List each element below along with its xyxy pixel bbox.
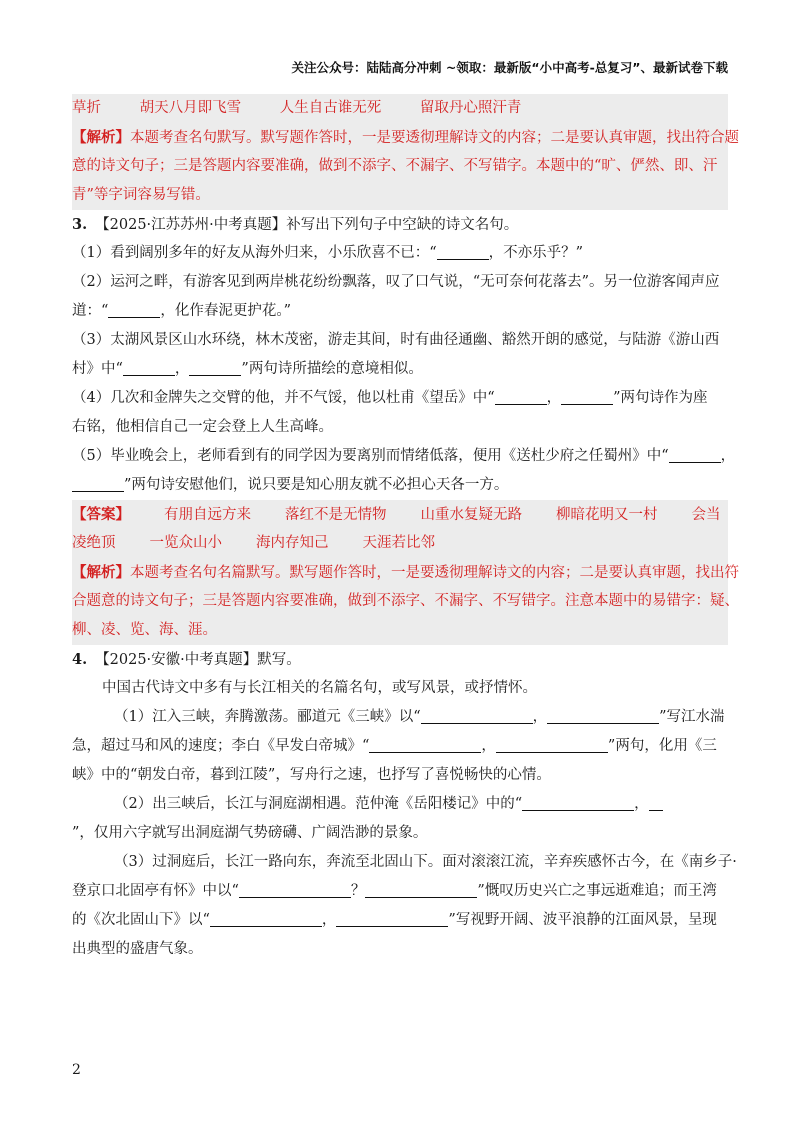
answer-item: 柳暗花明又一村 bbox=[556, 507, 658, 523]
answer-tag: 【答案】 bbox=[72, 506, 130, 523]
question-stem: 补写出下列句子中空缺的诗文名句。 bbox=[286, 217, 519, 233]
answer-blank[interactable] bbox=[336, 908, 448, 927]
q3-item-5-cont bbox=[72, 471, 728, 500]
q4-part-1 bbox=[72, 703, 728, 732]
q3-text: （1）看到阔别多年的好友从海外归来，小乐欣喜不已：“ bbox=[72, 245, 437, 261]
q3-text: ，不亦乐乎？” bbox=[488, 245, 584, 261]
question-source: 【2025·江苏苏州·中考真题】 bbox=[95, 217, 287, 233]
q3-text: ， bbox=[174, 361, 190, 377]
q3-text: ”两句诗作为座 bbox=[613, 390, 708, 406]
answer-blank[interactable] bbox=[522, 792, 634, 811]
q4-text: ”慨叹历史兴亡之事远逝难追；而王湾 bbox=[477, 883, 717, 899]
answer-blank[interactable] bbox=[108, 299, 160, 318]
page-number: 2 bbox=[72, 1062, 81, 1078]
answer-blank[interactable] bbox=[123, 357, 175, 376]
answer-item: 会当 bbox=[691, 507, 721, 523]
answer-blank[interactable] bbox=[669, 444, 721, 463]
q4-part-3: （3）过洞庭后，长江一路向东，奔流至北固山下。面对滚滚江流，辛弃疾感怀古今，在《南乡子· bbox=[114, 854, 737, 870]
q3-item-2: （2）运河之畔，有游客见到两岸桃花纷纷飘落，叹了口气说，“无可奈何花落去”。另一位游客闻声应 bbox=[72, 274, 720, 290]
q3-text: ，化作春泥更护花。” bbox=[160, 303, 292, 319]
q4-text: （2）出三峡后，长江与洞庭湖相遇。范仲淹《岳阳楼记》中的“ bbox=[114, 796, 523, 812]
answer-blank[interactable] bbox=[210, 908, 322, 927]
q4-part-2 bbox=[72, 790, 728, 819]
q3-item-1 bbox=[72, 239, 728, 268]
q4-part-2-cont: ”，仅用六字就写出洞庭湖气势磅礴、广阔浩渺的景象。 bbox=[72, 825, 428, 841]
analysis-tag: 【解析】 bbox=[72, 564, 130, 581]
prev-analysis-line bbox=[72, 123, 739, 152]
q3-text: ”两句诗所描绘的意境相似。 bbox=[241, 361, 423, 377]
q3-text: ， bbox=[720, 448, 736, 464]
q3-analysis-line: 合题意的诗文句子；三是答题内容要准确，做到不添字、不漏字、不写错字。注意本题中的易错字：疑、 bbox=[72, 587, 728, 616]
q3-item-5 bbox=[72, 442, 736, 471]
question-3-title bbox=[72, 210, 728, 239]
answer-item: 海内存知己 bbox=[256, 535, 329, 551]
question-number: 3. bbox=[72, 216, 88, 233]
answer-item: 有朋自远方来 bbox=[164, 507, 251, 523]
q3-item-4 bbox=[72, 384, 728, 413]
answer-blank[interactable] bbox=[649, 792, 663, 811]
answer-blank[interactable] bbox=[365, 879, 477, 898]
prev-analysis-line: 意的诗文句子；三是答题内容要准确，做到不添字、不漏字、不写错字。本题中的“旷、俨然、即、汗 bbox=[72, 152, 728, 181]
question-number: 4. bbox=[72, 651, 88, 668]
q3-item-3-cont bbox=[72, 355, 728, 384]
q4-part-3-cont bbox=[72, 877, 728, 906]
analysis-tag: 【解析】 bbox=[72, 129, 130, 146]
answer-item: 天涯若比邻 bbox=[362, 535, 435, 551]
analysis-text: 本题考查名句默写。默写题作答时，一是要透彻理解诗文的内容；二是要认真审题，找出符合题 bbox=[130, 130, 739, 146]
q4-text: ”写视野开阔、波平浪静的江面风景，呈现 bbox=[448, 912, 717, 928]
answer-blank[interactable] bbox=[421, 705, 533, 724]
q3-answer-line bbox=[72, 529, 728, 558]
q4-part-1-cont bbox=[72, 732, 728, 761]
question-source: 【2025·安徽·中考真题】 bbox=[95, 652, 258, 668]
q4-text: ， bbox=[321, 912, 337, 928]
q4-text: ”两句，化用《三 bbox=[607, 738, 717, 754]
prev-answer: 草折 bbox=[72, 100, 101, 116]
answer-blank[interactable] bbox=[437, 241, 489, 260]
answer-item: 山重水复疑无路 bbox=[420, 507, 522, 523]
q3-text: ”两句诗安慰他们，说只要是知心朋友就不必担心天各一方。 bbox=[124, 477, 509, 493]
question-stem: 默写。 bbox=[257, 652, 301, 668]
q4-text: ， bbox=[634, 796, 649, 812]
answer-blank[interactable] bbox=[547, 705, 659, 724]
q4-text: 登京口北固亭有怀》中以“ bbox=[72, 883, 239, 899]
q3-text: 村》中“ bbox=[72, 361, 123, 377]
q3-analysis-line: 柳、凌、览、海、涯。 bbox=[72, 616, 728, 645]
q4-intro: 中国古代诗文中多有与长江相关的名篇名句，或写风景，或抒情怀。 bbox=[102, 680, 537, 696]
analysis-text: 本题考查名句名篇默写。默写题作答时，一是要透彻理解诗文的内容；二是要认真审题，找出符 bbox=[130, 565, 739, 581]
q4-text: （1）江入三峡，奔腾激荡。郦道元《三峡》以“ bbox=[114, 709, 421, 725]
q3-analysis-line bbox=[72, 558, 739, 587]
q3-item-2-cont bbox=[72, 297, 728, 326]
page-content bbox=[72, 94, 739, 964]
q4-part-1-cont: 峡》中的“朝发白帝，暮到江陵”，写舟行之速，也抒写了喜悦畅快的心情。 bbox=[72, 767, 551, 783]
page-header: 关注公众号：陆陆高分冲刺 ~领取：最新版“小中高考-总复习”、最新试卷下载 bbox=[291, 60, 728, 75]
q4-text: ”写江水湍 bbox=[659, 709, 725, 725]
prev-answer: 胡天八月即飞雪 bbox=[139, 100, 242, 116]
prev-answer: 人生自古谁无死 bbox=[279, 100, 382, 116]
q4-part-3-cont: 出典型的盛唐气象。 bbox=[72, 941, 203, 957]
q4-part-3-cont bbox=[72, 906, 728, 935]
answer-blank[interactable] bbox=[495, 386, 547, 405]
q4-text: 急，超过马和风的速度；李白《早发白帝城》“ bbox=[72, 738, 370, 754]
answer-item: 落红不是无情物 bbox=[285, 507, 387, 523]
answer-blank[interactable] bbox=[239, 879, 351, 898]
answer-item: 一览众山小 bbox=[149, 535, 222, 551]
question-4-title bbox=[72, 645, 728, 674]
q3-text: 道：“ bbox=[72, 303, 109, 319]
answer-item: 凌绝顶 bbox=[72, 535, 116, 551]
q3-answer-line bbox=[72, 500, 728, 529]
q3-item-4-cont: 右铭，他相信自己一定会登上人生高峰。 bbox=[72, 419, 333, 435]
q3-text: （5）毕业晚会上，老师看到有的同学因为要离别而情绪低落，便用《送杜少府之任蜀州》中“ bbox=[72, 448, 669, 464]
answer-blank[interactable] bbox=[72, 473, 124, 492]
answer-blank[interactable] bbox=[189, 357, 241, 376]
answer-blank[interactable] bbox=[369, 734, 481, 753]
q4-text: 的《次北固山下》以“ bbox=[72, 912, 210, 928]
q3-text: （4）几次和金牌失之交臂的他，并不气馁，他以杜甫《望岳》中“ bbox=[72, 390, 495, 406]
q4-text: ， bbox=[532, 709, 548, 725]
prev-analysis-line: 青”等字词容易写错。 bbox=[72, 181, 728, 210]
answer-blank[interactable] bbox=[561, 386, 613, 405]
q4-text: ？ bbox=[350, 883, 366, 899]
answer-blank[interactable] bbox=[496, 734, 608, 753]
q4-text: ， bbox=[481, 738, 496, 754]
prev-answer: 留取丹心照汗青 bbox=[419, 100, 522, 116]
prev-answer-line bbox=[72, 94, 728, 123]
q3-item-3: （3）太湖风景区山水环绕，林木茂密，游走其间，时有曲径通幽、豁然开朗的感觉，与陆游《游山西 bbox=[72, 332, 720, 348]
q3-text: ， bbox=[546, 390, 562, 406]
